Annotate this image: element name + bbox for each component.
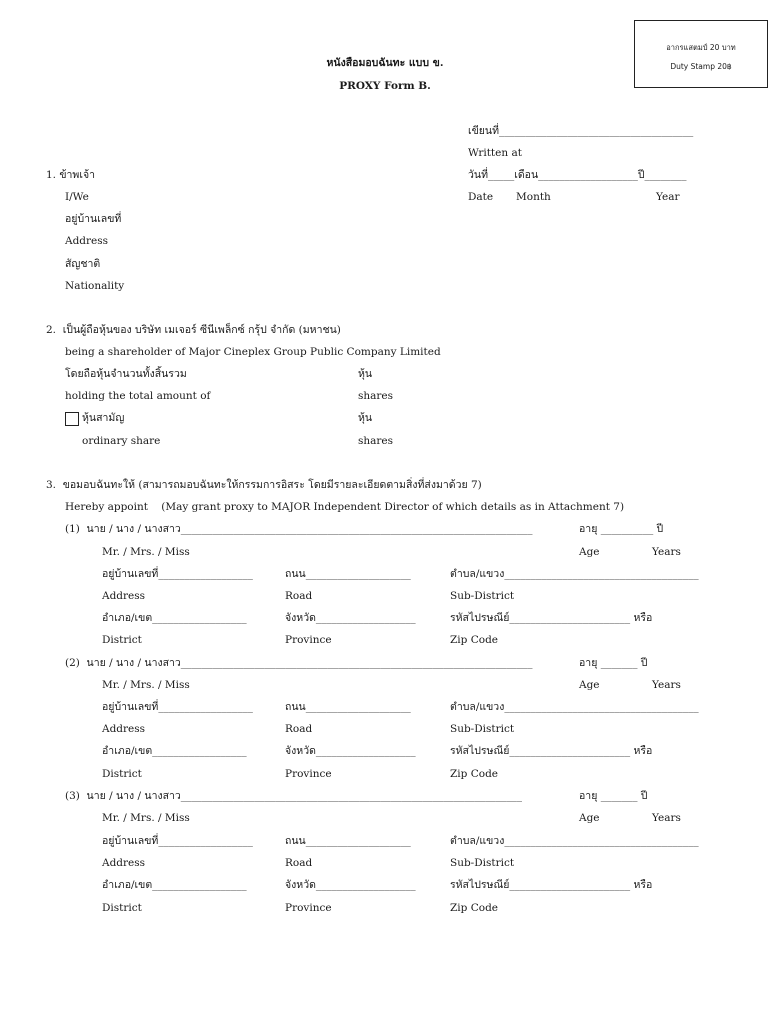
appoint-label: Hereby appoint (May grant proxy to MAJOR Independent Director of which details as in Attachment 7) bbox=[65, 501, 625, 513]
section3-label: 3. ขอมอบฉันทะให้ (สามารถมอบฉันทะให้กรรมการอิสระ โดยมีรายละเอียดตามสิ่งที่ส่งมาด้วย 7) bbox=[46, 479, 482, 491]
section1-label: 1. ข้าพเจ้า bbox=[46, 169, 95, 181]
written-at-field[interactable]: เขียนที่_____________________________________ bbox=[468, 125, 694, 137]
proxy3-age-label: Age bbox=[579, 812, 600, 824]
proxy1-subdistrict-field[interactable]: ตำบล/แขวง_____________________________________ bbox=[450, 568, 699, 580]
proxy1-age-field[interactable]: อายุ __________ ปี bbox=[579, 523, 664, 535]
proxy2-district-label: District bbox=[102, 768, 142, 780]
proxy2-province-label: Province bbox=[285, 768, 332, 780]
proxy1-name-field[interactable]: (1) นาย / นาง / นางสาว___________________________________________________________________ bbox=[65, 523, 533, 535]
proxy3-address-field[interactable]: อยู่บ้านเลขที่__________________ bbox=[102, 835, 253, 847]
proxy2-subdistrict-label: Sub-District bbox=[450, 723, 515, 735]
proxy1-zip-field[interactable]: รหัสไปรษณีย์_______________________ หรือ bbox=[450, 612, 653, 624]
shares-label-en-2: shares bbox=[358, 435, 394, 447]
ordinary-share-label-th: หุ้นสามัญ bbox=[82, 412, 125, 424]
proxy2-province-field[interactable]: จังหวัด___________________ bbox=[285, 745, 416, 757]
proxy2-age-label: Age bbox=[579, 679, 600, 691]
shares-label-th-2: หุ้น bbox=[358, 412, 373, 424]
proxy3-road-field[interactable]: ถนน____________________ bbox=[285, 835, 411, 847]
proxy1-province-label: Province bbox=[285, 634, 332, 646]
form-title-en: PROXY Form B. bbox=[339, 80, 431, 92]
proxy1-name-label: Mr. / Mrs. / Miss bbox=[102, 546, 190, 558]
written-at-label: Written at bbox=[468, 147, 522, 159]
year-label: Year bbox=[656, 191, 680, 203]
proxy2-subdistrict-field[interactable]: ตำบล/แขวง_____________________________________ bbox=[450, 701, 699, 713]
proxy1-province-field[interactable]: จังหวัด___________________ bbox=[285, 612, 416, 624]
proxy3-subdistrict-field[interactable]: ตำบล/แขวง_____________________________________ bbox=[450, 835, 699, 847]
date-label: Date bbox=[468, 191, 494, 203]
form-title-th: หนังสือมอบฉันทะ แบบ ข. bbox=[326, 57, 444, 69]
proxy1-address-label: Address bbox=[102, 590, 146, 602]
date-field[interactable]: วันที่_____เดือน___________________ปี________ bbox=[468, 169, 687, 181]
proxy1-district-label: District bbox=[102, 634, 142, 646]
proxy2-district-field[interactable]: อำเภอ/เขต__________________ bbox=[102, 745, 247, 757]
proxy2-address-field[interactable]: อยู่บ้านเลขที่__________________ bbox=[102, 701, 253, 713]
section2-label: 2. เป็นผู้ถือหุ้นของ บริษัท เมเจอร์ ซีนีเพล็กซ์ กรุ้ป จำกัด (มหาชน) bbox=[46, 324, 341, 336]
proxy1-years-label: Years bbox=[652, 546, 681, 558]
proxy3-road-label: Road bbox=[285, 857, 313, 869]
address-label-th: อยู่บ้านเลขที่ bbox=[65, 213, 122, 225]
nationality-label-th: สัญชาติ bbox=[65, 258, 101, 270]
proxy3-age-field[interactable]: อายุ _______ ปี bbox=[579, 790, 648, 802]
proxy1-district-field[interactable]: อำเภอ/เขต__________________ bbox=[102, 612, 247, 624]
iwe-label: I/We bbox=[65, 191, 89, 203]
proxy1-zip-label: Zip Code bbox=[450, 634, 499, 646]
month-label: Month bbox=[516, 191, 551, 203]
proxy2-road-field[interactable]: ถนน____________________ bbox=[285, 701, 411, 713]
duty-stamp-box bbox=[634, 20, 768, 88]
stamp-label-en: Duty Stamp 20฿ bbox=[670, 62, 732, 71]
proxy3-district-label: District bbox=[102, 902, 142, 914]
proxy3-province-label: Province bbox=[285, 902, 332, 914]
proxy2-zip-field[interactable]: รหัสไปรษณีย์_______________________ หรือ bbox=[450, 745, 653, 757]
proxy3-province-field[interactable]: จังหวัด___________________ bbox=[285, 879, 416, 891]
proxy2-road-label: Road bbox=[285, 723, 313, 735]
holding-label-en: holding the total amount of bbox=[65, 390, 211, 402]
proxy2-zip-label: Zip Code bbox=[450, 768, 499, 780]
proxy1-road-field[interactable]: ถนน____________________ bbox=[285, 568, 411, 580]
proxy1-subdistrict-label: Sub-District bbox=[450, 590, 515, 602]
proxy3-name-label: Mr. / Mrs. / Miss bbox=[102, 812, 190, 824]
nationality-label-en: Nationality bbox=[65, 280, 125, 292]
shares-label-en-1: shares bbox=[358, 390, 394, 402]
proxy1-road-label: Road bbox=[285, 590, 313, 602]
shareholder-label: being a shareholder of Major Cineplex Group Public Company Limited bbox=[65, 346, 441, 358]
proxy2-name-label: Mr. / Mrs. / Miss bbox=[102, 679, 190, 691]
shares-label-th-1: หุ้น bbox=[358, 368, 373, 380]
proxy1-age-label: Age bbox=[579, 546, 600, 558]
proxy2-address-label: Address bbox=[102, 723, 146, 735]
proxy3-subdistrict-label: Sub-District bbox=[450, 857, 515, 869]
proxy3-address-label: Address bbox=[102, 857, 146, 869]
proxy3-district-field[interactable]: อำเภอ/เขต__________________ bbox=[102, 879, 247, 891]
proxy3-zip-field[interactable]: รหัสไปรษณีย์_______________________ หรือ bbox=[450, 879, 653, 891]
proxy1-address-field[interactable]: อยู่บ้านเลขที่__________________ bbox=[102, 568, 253, 580]
proxy2-name-field[interactable]: (2) นาย / นาง / นางสาว___________________________________________________________________ bbox=[65, 657, 533, 669]
holding-label-th: โดยถือหุ้นจำนวนทั้งสิ้นรวม bbox=[65, 368, 187, 380]
address-label-en: Address bbox=[65, 235, 109, 247]
stamp-label-th: อากรแสตมป์ 20 บาท bbox=[666, 43, 736, 52]
proxy3-name-field[interactable]: (3) นาย / นาง / นางสาว_________________________________________________________________ bbox=[65, 790, 523, 802]
proxy3-years-label: Years bbox=[652, 812, 681, 824]
proxy3-zip-label: Zip Code bbox=[450, 902, 499, 914]
ordinary-share-checkbox[interactable] bbox=[65, 412, 79, 426]
proxy2-age-field[interactable]: อายุ _______ ปี bbox=[579, 657, 648, 669]
proxy2-years-label: Years bbox=[652, 679, 681, 691]
ordinary-share-label-en: ordinary share bbox=[82, 435, 161, 447]
